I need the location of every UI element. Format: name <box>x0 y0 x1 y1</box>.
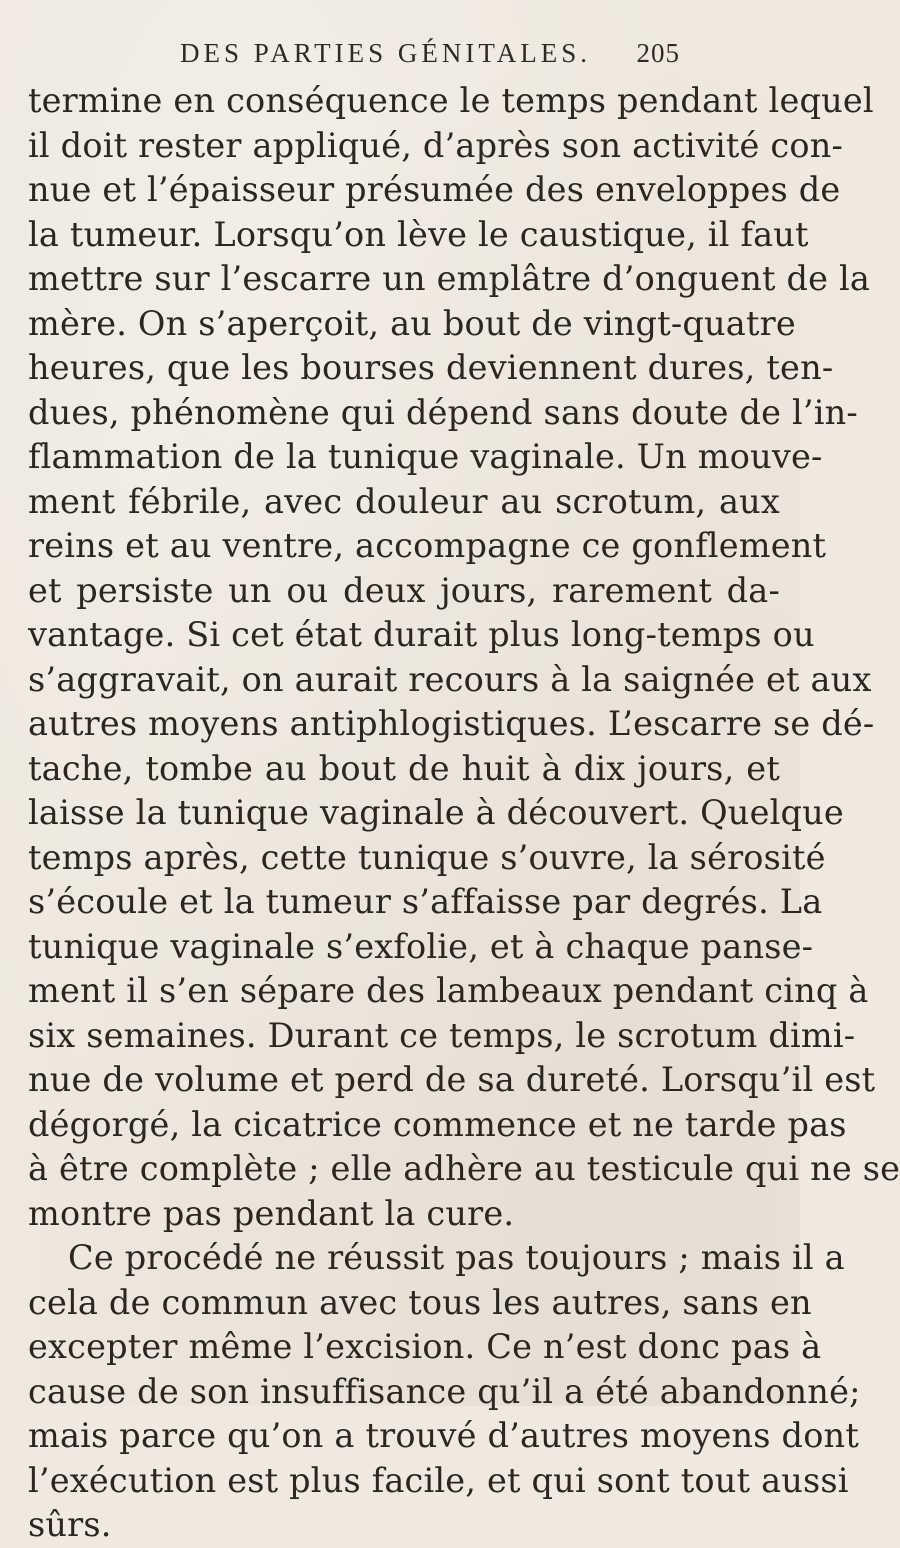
text-line: nue de volume et perd de sa dureté. Lorsqu’il est <box>28 1060 876 1099</box>
text-line: mais parce qu’on a trouvé d’autres moyens dont <box>28 1416 859 1455</box>
page-number: 205 <box>636 38 680 68</box>
text-line: s’aggravait, on aurait recours à la saignée et aux <box>28 659 872 699</box>
text-line: s’écoule et la tumeur s’affaisse par degrés. La <box>28 882 823 921</box>
text-line: ment il s’en sépare des lambeaux pendant cinq à <box>28 971 869 1010</box>
text-line: temps après, cette tunique s’ouvre, la sérosité <box>28 837 826 877</box>
running-head <box>180 30 680 70</box>
text-line: la tumeur. Lorsqu’on lève le caustique, il faut <box>28 214 809 254</box>
text-line: excepter même l’excision. Ce n’est donc pas à <box>28 1327 822 1366</box>
text-line: mettre sur l’escarre un emplâtre d’onguent de la <box>28 259 871 298</box>
text-line: termine en conséquence le temps pendant lequel <box>28 81 874 120</box>
text-line: laisse la tunique vaginale à découvert. Quelque <box>28 793 844 832</box>
text-line: cela de commun avec tous les autres, sans en <box>28 1282 812 1322</box>
text-line: vantage. Si cet état durait plus long-temps ou <box>28 615 815 654</box>
text-line: heures, que les bourses deviennent dures, ten- <box>28 348 834 387</box>
text-line: cause de son insuffisance qu’il a été abandonné; <box>28 1371 861 1411</box>
paragraph-end-line: sûrs. <box>28 1505 112 1544</box>
text-line: et persiste un ou deux jours, rarement da- <box>28 570 780 610</box>
text-line: mère. On s’aperçoit, au bout de vingt-quatre <box>28 303 796 343</box>
text-line: dégorgé, la cicatrice commence et ne tarde pas <box>28 1104 847 1144</box>
text-line: nue et l’épaisseur présumée des enveloppes de <box>28 170 841 209</box>
text-line: six semaines. Durant ce temps, le scrotum dimi- <box>28 1015 856 1055</box>
text-line: reins et au ventre, accompagne ce gonflement <box>28 526 827 565</box>
text-line: l’exécution est plus facile, et qui sont tout aussi <box>28 1460 849 1500</box>
paragraph-end-line: montre pas pendant la cure. <box>28 1193 515 1233</box>
text-line: à être complète ; elle adhère au testicule qui ne se <box>28 1149 900 1188</box>
text-line: il doit rester appliqué, d’après son activité con- <box>28 125 844 165</box>
text-line: tache, tombe au bout de huit à dix jours, et <box>28 748 780 788</box>
text-line: tunique vaginale s’exfolie, et à chaque panse- <box>28 926 814 966</box>
paragraph-start-line: Ce procédé ne réussit pas toujours ; mais il a <box>68 1238 845 1277</box>
text-line: dues, phénomène qui dépend sans doute de l’in- <box>28 392 858 432</box>
text-line: autres moyens antiphlogistiques. L’escarre se dé- <box>28 704 875 743</box>
body-text <box>28 79 900 1548</box>
text-line: ment fébrile, avec douleur au scrotum, aux <box>28 481 780 521</box>
text-line: flammation de la tunique vaginale. Un mouve- <box>28 437 823 476</box>
running-head-title: DES PARTIES GÉNITALES. <box>180 38 591 68</box>
